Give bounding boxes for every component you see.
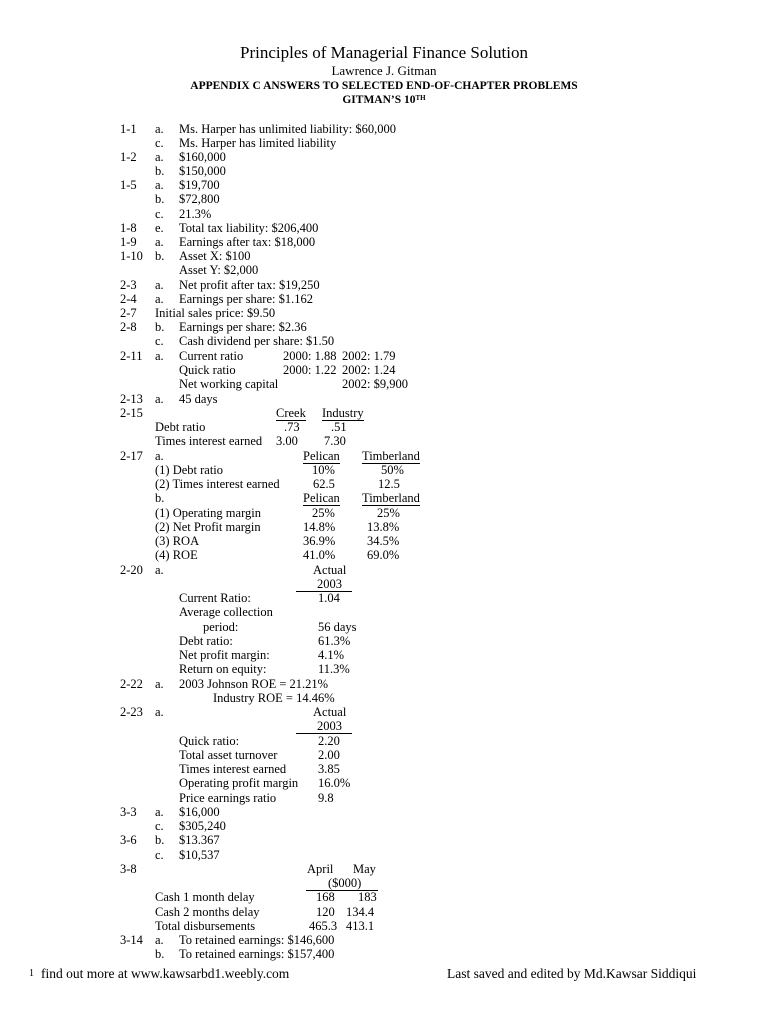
problem-number: 2-8 <box>120 320 137 334</box>
column-header: 2003 <box>317 577 342 591</box>
part-letter: a. <box>155 235 164 249</box>
part-letter: a. <box>155 392 164 406</box>
column-header: Actual <box>313 705 347 719</box>
ratio-value: 3.00 <box>276 434 298 448</box>
ratio-value: 2002: 1.79 <box>342 349 396 363</box>
document-title: Principles of Managerial Finance Solution <box>240 43 528 62</box>
column-header: 2003 <box>317 719 342 733</box>
appendix-heading: APPENDIX C ANSWERS TO SELECTED END-OF-CHAPTER PROBLEMS <box>190 80 578 92</box>
table-cell: 413.1 <box>346 919 375 933</box>
ratio-label: (4) ROE <box>155 548 198 562</box>
ratio-label: Net profit margin: <box>179 648 270 662</box>
part-letter: c. <box>155 819 164 833</box>
problem-number: 1-2 <box>120 150 137 164</box>
problem-number: 1-8 <box>120 221 137 235</box>
problem-number: 2-11 <box>120 349 143 363</box>
answer-text: $10,537 <box>179 848 220 862</box>
ratio-label: Return on equity: <box>179 662 267 676</box>
column-header: Pelican <box>303 491 340 505</box>
part-letter: a. <box>155 449 164 463</box>
answer-text: Initial sales price: $9.50 <box>155 306 276 320</box>
ratio-label: Operating profit margin <box>179 776 299 790</box>
part-letter: a. <box>155 122 164 136</box>
ratio-value: 61.3% <box>318 634 351 648</box>
ratio-label: Times interest earned <box>155 434 263 448</box>
answer-text: Earnings per share: $2.36 <box>179 320 307 334</box>
problem-number: 1-10 <box>120 249 143 263</box>
ratio-value: 2.00 <box>318 748 340 762</box>
table-cell: 183 <box>358 890 377 904</box>
part-letter: a. <box>155 677 164 691</box>
ratio-value: 12.5 <box>378 477 400 491</box>
part-letter: a. <box>155 278 164 292</box>
answer-text: Asset Y: $2,000 <box>179 263 259 277</box>
part-letter: b. <box>155 164 165 178</box>
table-row-label: Cash 2 months delay <box>155 905 260 919</box>
ratio-label: Times interest earned <box>179 762 287 776</box>
answer-text: $16,000 <box>179 805 220 819</box>
ratio-value: 2000: 1.88 <box>283 349 337 363</box>
answer-text: $150,000 <box>179 164 226 178</box>
part-letter: b. <box>155 947 165 961</box>
part-letter: b. <box>155 192 165 206</box>
unit-label: ($000) <box>328 876 362 890</box>
ratio-value: 16.0% <box>318 776 351 790</box>
ratio-value: 62.5 <box>313 477 335 491</box>
problem-number: 3-3 <box>120 805 137 819</box>
problem-number: 2-20 <box>120 563 143 577</box>
ratio-value: 9.8 <box>318 791 334 805</box>
column-header: Timberland <box>362 491 420 505</box>
answer-text: Cash dividend per share: $1.50 <box>179 334 335 348</box>
column-header: Timberland <box>362 449 420 463</box>
problem-number: 2-4 <box>120 292 137 306</box>
ratio-label: Quick ratio <box>179 363 236 377</box>
table-row-label: Cash 1 month delay <box>155 890 255 904</box>
answer-text: Total tax liability: $206,400 <box>179 221 319 235</box>
problem-number: 2-7 <box>120 306 137 320</box>
ratio-value: 11.3% <box>318 662 350 676</box>
edition-superscript: TH <box>415 94 426 102</box>
ratio-value: 56 days <box>318 620 357 634</box>
part-letter: a. <box>155 292 164 306</box>
problem-number: 3-8 <box>120 862 137 876</box>
ratio-value: 36.9% <box>303 534 336 548</box>
ratio-label: (3) ROA <box>155 534 200 548</box>
problem-number: 3-6 <box>120 833 137 847</box>
part-letter: e. <box>155 221 164 235</box>
column-header: Industry <box>322 406 364 420</box>
problem-number: 2-23 <box>120 705 143 719</box>
part-letter: c. <box>155 334 164 348</box>
answer-text: $305,240 <box>179 819 226 833</box>
ratio-label: Total asset turnover <box>179 748 278 762</box>
ratio-value: 13.8% <box>367 520 400 534</box>
footer-link-text: find out more at www.kawsarbd1.weebly.com <box>41 966 290 981</box>
answer-text: $19,700 <box>179 178 220 192</box>
part-letter: a. <box>155 933 164 947</box>
answer-text: Asset X: $100 <box>179 249 251 263</box>
answer-text: To retained earnings: $146,600 <box>179 933 335 947</box>
answer-text: Ms. Harper has limited liability <box>179 136 337 150</box>
ratio-value: 10% <box>312 463 335 477</box>
ratio-value: 25% <box>377 506 400 520</box>
part-letter: b. <box>155 491 165 505</box>
problem-number: 1-5 <box>120 178 137 192</box>
table-cell: 134.4 <box>346 905 375 919</box>
part-letter: c. <box>155 848 164 862</box>
edition-text: GITMAN’S 10 <box>342 94 416 106</box>
problem-number: 2-15 <box>120 406 143 420</box>
column-header: Actual <box>313 563 347 577</box>
column-header: Pelican <box>303 449 340 463</box>
table-cell: 465.3 <box>309 919 338 933</box>
ratio-value: 2002: $9,900 <box>342 377 408 391</box>
answer-text: To retained earnings: $157,400 <box>179 947 335 961</box>
ratio-value: 2002: 1.24 <box>342 363 396 377</box>
ratio-label: (1) Operating margin <box>155 506 261 520</box>
ratio-label: Debt ratio: <box>179 634 233 648</box>
ratio-value: .51 <box>331 420 347 434</box>
ratio-label: (2) Times interest earned <box>155 477 280 491</box>
ratio-value: 4.1% <box>318 648 345 662</box>
part-letter: b. <box>155 249 165 263</box>
problem-number: 1-9 <box>120 235 137 249</box>
ratio-label: Average collection <box>179 605 273 619</box>
ratio-label: Net working capital <box>179 377 279 391</box>
ratio-value: 69.0% <box>367 548 400 562</box>
ratio-label: (1) Debt ratio <box>155 463 224 477</box>
answer-text: 45 days <box>179 392 218 406</box>
ratio-value: 41.0% <box>303 548 336 562</box>
ratio-value: 1.04 <box>318 591 340 605</box>
answer-text: Earnings after tax: $18,000 <box>179 235 316 249</box>
ratio-value: 3.85 <box>318 762 340 776</box>
ratio-value: .73 <box>284 420 300 434</box>
problem-number: 2-3 <box>120 278 137 292</box>
ratio-value: 14.8% <box>303 520 336 534</box>
ratio-value: 2000: 1.22 <box>283 363 337 377</box>
edition-heading <box>0 94 768 107</box>
ratio-value: 7.30 <box>324 434 346 448</box>
table-cell: 120 <box>316 905 335 919</box>
part-letter: a. <box>155 563 164 577</box>
ratio-label: Quick ratio: <box>179 734 240 748</box>
answer-text: Ms. Harper has unlimited liability: $60,000 <box>179 122 396 136</box>
table-cell: 168 <box>316 890 335 904</box>
part-letter: a. <box>155 349 164 363</box>
column-header: Creek <box>276 406 306 420</box>
ratio-value: 25% <box>312 506 335 520</box>
problem-number: 2-22 <box>120 677 143 691</box>
ratio-value: 2.20 <box>318 734 340 748</box>
ratio-value: 34.5% <box>367 534 400 548</box>
table-row-label: Total disbursements <box>155 919 256 933</box>
footer-credit: Last saved and edited by Md.Kawsar Siddiqui <box>447 966 697 981</box>
ratio-label: (2) Net Profit margin <box>155 520 261 534</box>
answer-text: 21.3% <box>179 207 212 221</box>
part-letter: b. <box>155 833 165 847</box>
part-letter: b. <box>155 320 165 334</box>
answer-text: $13.367 <box>179 833 220 847</box>
problem-number: 3-14 <box>120 933 143 947</box>
problem-number: 1-1 <box>120 122 137 136</box>
answer-text: Net profit after tax: $19,250 <box>179 278 320 292</box>
ratio-label: period: <box>203 620 239 634</box>
part-letter: c. <box>155 207 164 221</box>
page-number: 1 <box>29 968 34 979</box>
answer-text: $72,800 <box>179 192 220 206</box>
column-header: April <box>307 862 334 876</box>
answer-text: Industry ROE = 14.46% <box>213 691 335 705</box>
answer-text: Earnings per share: $1.162 <box>179 292 313 306</box>
part-letter: a. <box>155 178 164 192</box>
problem-number: 2-13 <box>120 392 143 406</box>
part-letter: a. <box>155 705 164 719</box>
ratio-value: 50% <box>381 463 404 477</box>
ratio-label: Debt ratio <box>155 420 206 434</box>
part-letter: c. <box>155 136 164 150</box>
column-header: May <box>353 862 376 876</box>
ratio-label: Price earnings ratio <box>179 791 277 805</box>
part-letter: a. <box>155 805 164 819</box>
problem-number: 2-17 <box>120 449 143 463</box>
answer-text: $160,000 <box>179 150 226 164</box>
ratio-label: Current Ratio: <box>179 591 251 605</box>
ratio-label: Current ratio <box>179 349 244 363</box>
part-letter: a. <box>155 150 164 164</box>
author-name: Lawrence J. Gitman <box>331 63 437 78</box>
answer-text: 2003 Johnson ROE = 21.21% <box>179 677 329 691</box>
